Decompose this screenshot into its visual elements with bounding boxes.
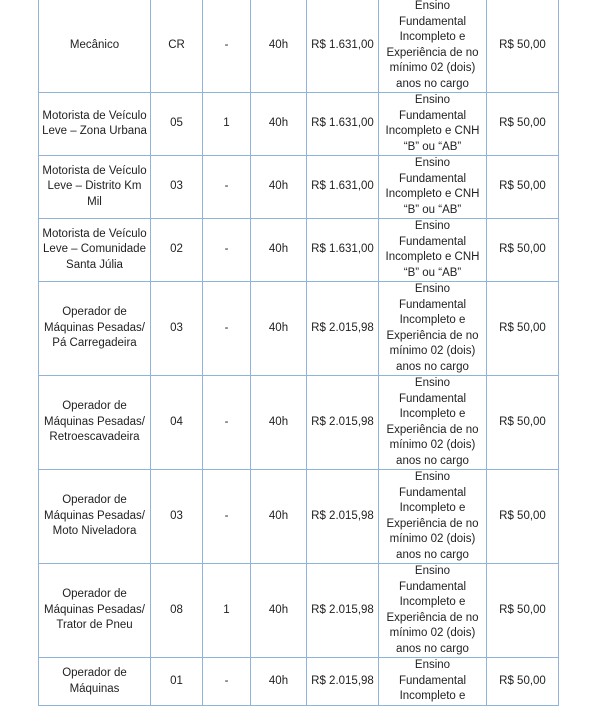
- vagas-cell: 04: [151, 376, 203, 470]
- table-row: [39, 0, 559, 93]
- taxa-cell: R$ 50,00: [487, 658, 559, 706]
- pcd-cell: -: [203, 376, 251, 470]
- carga-horaria-cell: 40h: [251, 219, 307, 282]
- taxa-cell: R$ 50,00: [487, 93, 559, 156]
- cargo-cell: Operador de Máquinas: [39, 658, 151, 706]
- cargo-cell: Operador de Máquinas Pesadas/ Trator de Pneu: [39, 564, 151, 658]
- requisito-cell: Ensino Fundamental Incompleto e CNH “B” ou “AB”: [379, 156, 487, 219]
- carga-horaria-cell: 40h: [251, 658, 307, 706]
- taxa-cell: R$ 50,00: [487, 219, 559, 282]
- table-row: [39, 282, 559, 376]
- requisito-cell: Ensino Fundamental Incompleto e Experiência de no mínimo 02 (dois) anos no cargo: [379, 470, 487, 564]
- salario-cell: R$ 1.631,00: [307, 93, 379, 156]
- carga-horaria-cell: 40h: [251, 282, 307, 376]
- cargo-cell: Motorista de Veículo Leve – Comunidade Santa Júlia: [39, 219, 151, 282]
- taxa-cell: R$ 50,00: [487, 376, 559, 470]
- pcd-cell: -: [203, 156, 251, 219]
- cargo-cell: Motorista de Veículo Leve – Distrito Km Mil: [39, 156, 151, 219]
- pcd-cell: 1: [203, 93, 251, 156]
- requisito-cell: Ensino Fundamental Incompleto e Experiência de no mínimo 02 (dois) anos no cargo: [379, 0, 487, 93]
- vagas-cell: CR: [151, 0, 203, 93]
- pcd-cell: -: [203, 219, 251, 282]
- salario-cell: R$ 1.631,00: [307, 219, 379, 282]
- vagas-cell: 01: [151, 658, 203, 706]
- requisito-cell: Ensino Fundamental Incompleto e CNH “B” ou “AB”: [379, 93, 487, 156]
- requisito-cell: Ensino Fundamental Incompleto e CNH “B” ou “AB”: [379, 219, 487, 282]
- cargo-cell: Operador de Máquinas Pesadas/ Retroescavadeira: [39, 376, 151, 470]
- vagas-cell: 08: [151, 564, 203, 658]
- table-row: [39, 564, 559, 658]
- vagas-cell: 02: [151, 219, 203, 282]
- salario-cell: R$ 2.015,98: [307, 658, 379, 706]
- vagas-cell: 03: [151, 282, 203, 376]
- taxa-cell: R$ 50,00: [487, 470, 559, 564]
- taxa-cell: R$ 50,00: [487, 156, 559, 219]
- carga-horaria-cell: 40h: [251, 376, 307, 470]
- table-row: [39, 93, 559, 156]
- taxa-cell: R$ 50,00: [487, 0, 559, 93]
- pcd-cell: -: [203, 0, 251, 93]
- requisito-cell: Ensino Fundamental Incompleto e Experiência de no mínimo 02 (dois) anos no cargo: [379, 564, 487, 658]
- carga-horaria-cell: 40h: [251, 156, 307, 219]
- taxa-cell: R$ 50,00: [487, 282, 559, 376]
- pcd-cell: 1: [203, 564, 251, 658]
- salario-cell: R$ 2.015,98: [307, 564, 379, 658]
- salario-cell: R$ 1.631,00: [307, 0, 379, 93]
- vagas-table: [38, 0, 559, 706]
- requisito-cell: Ensino Fundamental Incompleto e: [379, 658, 487, 706]
- table-row: [39, 470, 559, 564]
- taxa-cell: R$ 50,00: [487, 564, 559, 658]
- requisito-cell: Ensino Fundamental Incompleto e Experiência de no mínimo 02 (dois) anos no cargo: [379, 376, 487, 470]
- carga-horaria-cell: 40h: [251, 470, 307, 564]
- cargo-cell: Mecânico: [39, 0, 151, 93]
- requisito-cell: Ensino Fundamental Incompleto e Experiência de no mínimo 02 (dois) anos no cargo: [379, 282, 487, 376]
- table-row: [39, 658, 559, 706]
- pcd-cell: -: [203, 470, 251, 564]
- vagas-cell: 05: [151, 93, 203, 156]
- table-row: [39, 219, 559, 282]
- carga-horaria-cell: 40h: [251, 564, 307, 658]
- carga-horaria-cell: 40h: [251, 93, 307, 156]
- cargo-cell: Motorista de Veículo Leve – Zona Urbana: [39, 93, 151, 156]
- vagas-cell: 03: [151, 156, 203, 219]
- salario-cell: R$ 2.015,98: [307, 470, 379, 564]
- table-row: [39, 376, 559, 470]
- carga-horaria-cell: 40h: [251, 0, 307, 93]
- cargo-cell: Operador de Máquinas Pesadas/ Moto Niveladora: [39, 470, 151, 564]
- vagas-cell: 03: [151, 470, 203, 564]
- pcd-cell: -: [203, 282, 251, 376]
- salario-cell: R$ 2.015,98: [307, 282, 379, 376]
- salario-cell: R$ 1.631,00: [307, 156, 379, 219]
- pcd-cell: -: [203, 658, 251, 706]
- cargo-cell: Operador de Máquinas Pesadas/ Pá Carregadeira: [39, 282, 151, 376]
- table-row: [39, 156, 559, 219]
- salario-cell: R$ 2.015,98: [307, 376, 379, 470]
